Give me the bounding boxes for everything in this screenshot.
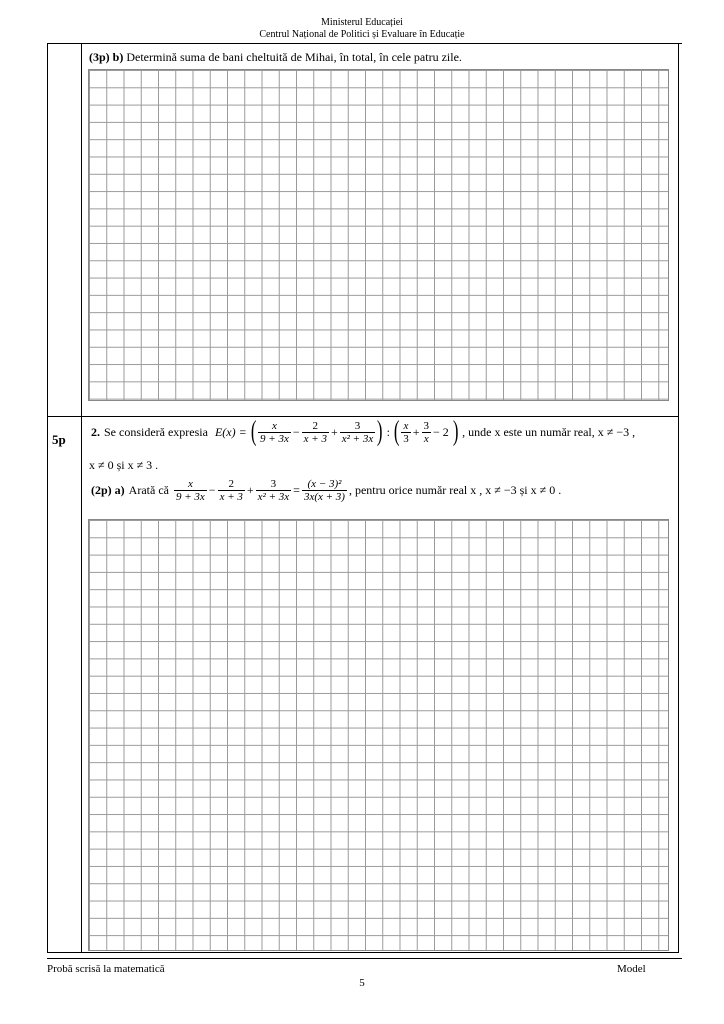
- center-name: Centrul Național de Politici și Evaluare în Educație: [259, 29, 465, 40]
- page-header: [0, 17, 724, 41]
- fraction-2: $\frac{2}{x + 3}$: [303, 419, 327, 445]
- task2-number: 2.: [91, 424, 100, 439]
- footer-rule: [47, 958, 682, 959]
- a-fraction-1: $\frac{x}{9 + 3x}$: [175, 478, 205, 503]
- answer-grid-1[interactable]: [88, 69, 669, 401]
- task2a-statement: (2p) a) Arată că $\frac{x}{9 + 3x}$ − $\frac{2}{x + 3}$ + $\frac{3}{\text{x² + 3x}}$ = $\frac{\text{(x − 3)²}}{3x(x + 3)}$ , pentru orice număr real x , x ≠ −3 și x ≠ 0 .: [91, 478, 562, 503]
- task2-outro: , unde x este un număr real, x ≠ −3 ,: [462, 424, 636, 439]
- task2a-text: Arată că: [128, 483, 169, 497]
- expr-lhs: E(x) =: [214, 424, 247, 439]
- a-fraction-2: $\frac{2}{x + 3}$: [219, 478, 243, 503]
- task2a-points: (2p) a): [91, 483, 125, 497]
- answer-grid-2[interactable]: [88, 519, 669, 951]
- paren-open-1: (: [250, 416, 257, 447]
- page-number: 5: [359, 977, 365, 989]
- task1b-text: Determină suma de bani cheltuită de Mihai, în total, în cele patru zile.: [126, 50, 462, 64]
- fraction-3: $\frac{3}{\text{x² + 3x}}$: [341, 419, 374, 445]
- fraction-5: $\frac{3}{x}$: [423, 419, 430, 445]
- task2a-tail: , pentru orice număr real x , x ≠ −3 și x ≠ 0 .: [348, 483, 562, 497]
- task2-intro: Se consideră expresia: [104, 424, 208, 439]
- task1b-statement: [89, 50, 462, 64]
- row-divider: [47, 416, 678, 417]
- fraction-1: $\frac{x}{9 + 3x}$: [260, 419, 289, 445]
- paren-close-1: ): [377, 416, 383, 447]
- a-fraction-3: $\frac{3}{\text{x² + 3x}}$: [257, 478, 290, 503]
- task2-conditions: x ≠ 0 și x ≠ 3 .: [89, 458, 159, 472]
- fraction-4: $\frac{x}{3}$: [403, 419, 409, 445]
- paren-close-2: ): [452, 416, 459, 447]
- paren-open-2: (: [393, 416, 400, 447]
- a-fraction-rhs: $\frac{\text{(x − 3)²}}{3x(x + 3)}$: [303, 478, 345, 503]
- task1b-points: (3p) b): [89, 50, 124, 64]
- footer-exam-title: Probă scrisă la matematică: [47, 963, 165, 975]
- points-column-divider: [81, 43, 82, 953]
- task2-expression-line: 2. Se consideră expresia E(x) = ( $\frac{x}{9 + 3x}$ − $\frac{2}{x + 3}$ + $\frac{3}{\text{x² + 3x}}$ ) : ( $\frac{x}{3}$ + $\frac{3}{x}$ − 2 ) , unde x este un număr real, x ≠ −3 ,: [91, 416, 636, 447]
- task2-points: 5p: [52, 432, 66, 447]
- ministry-name: Ministerul Educației: [321, 17, 403, 28]
- footer-model-label: Model: [617, 963, 646, 975]
